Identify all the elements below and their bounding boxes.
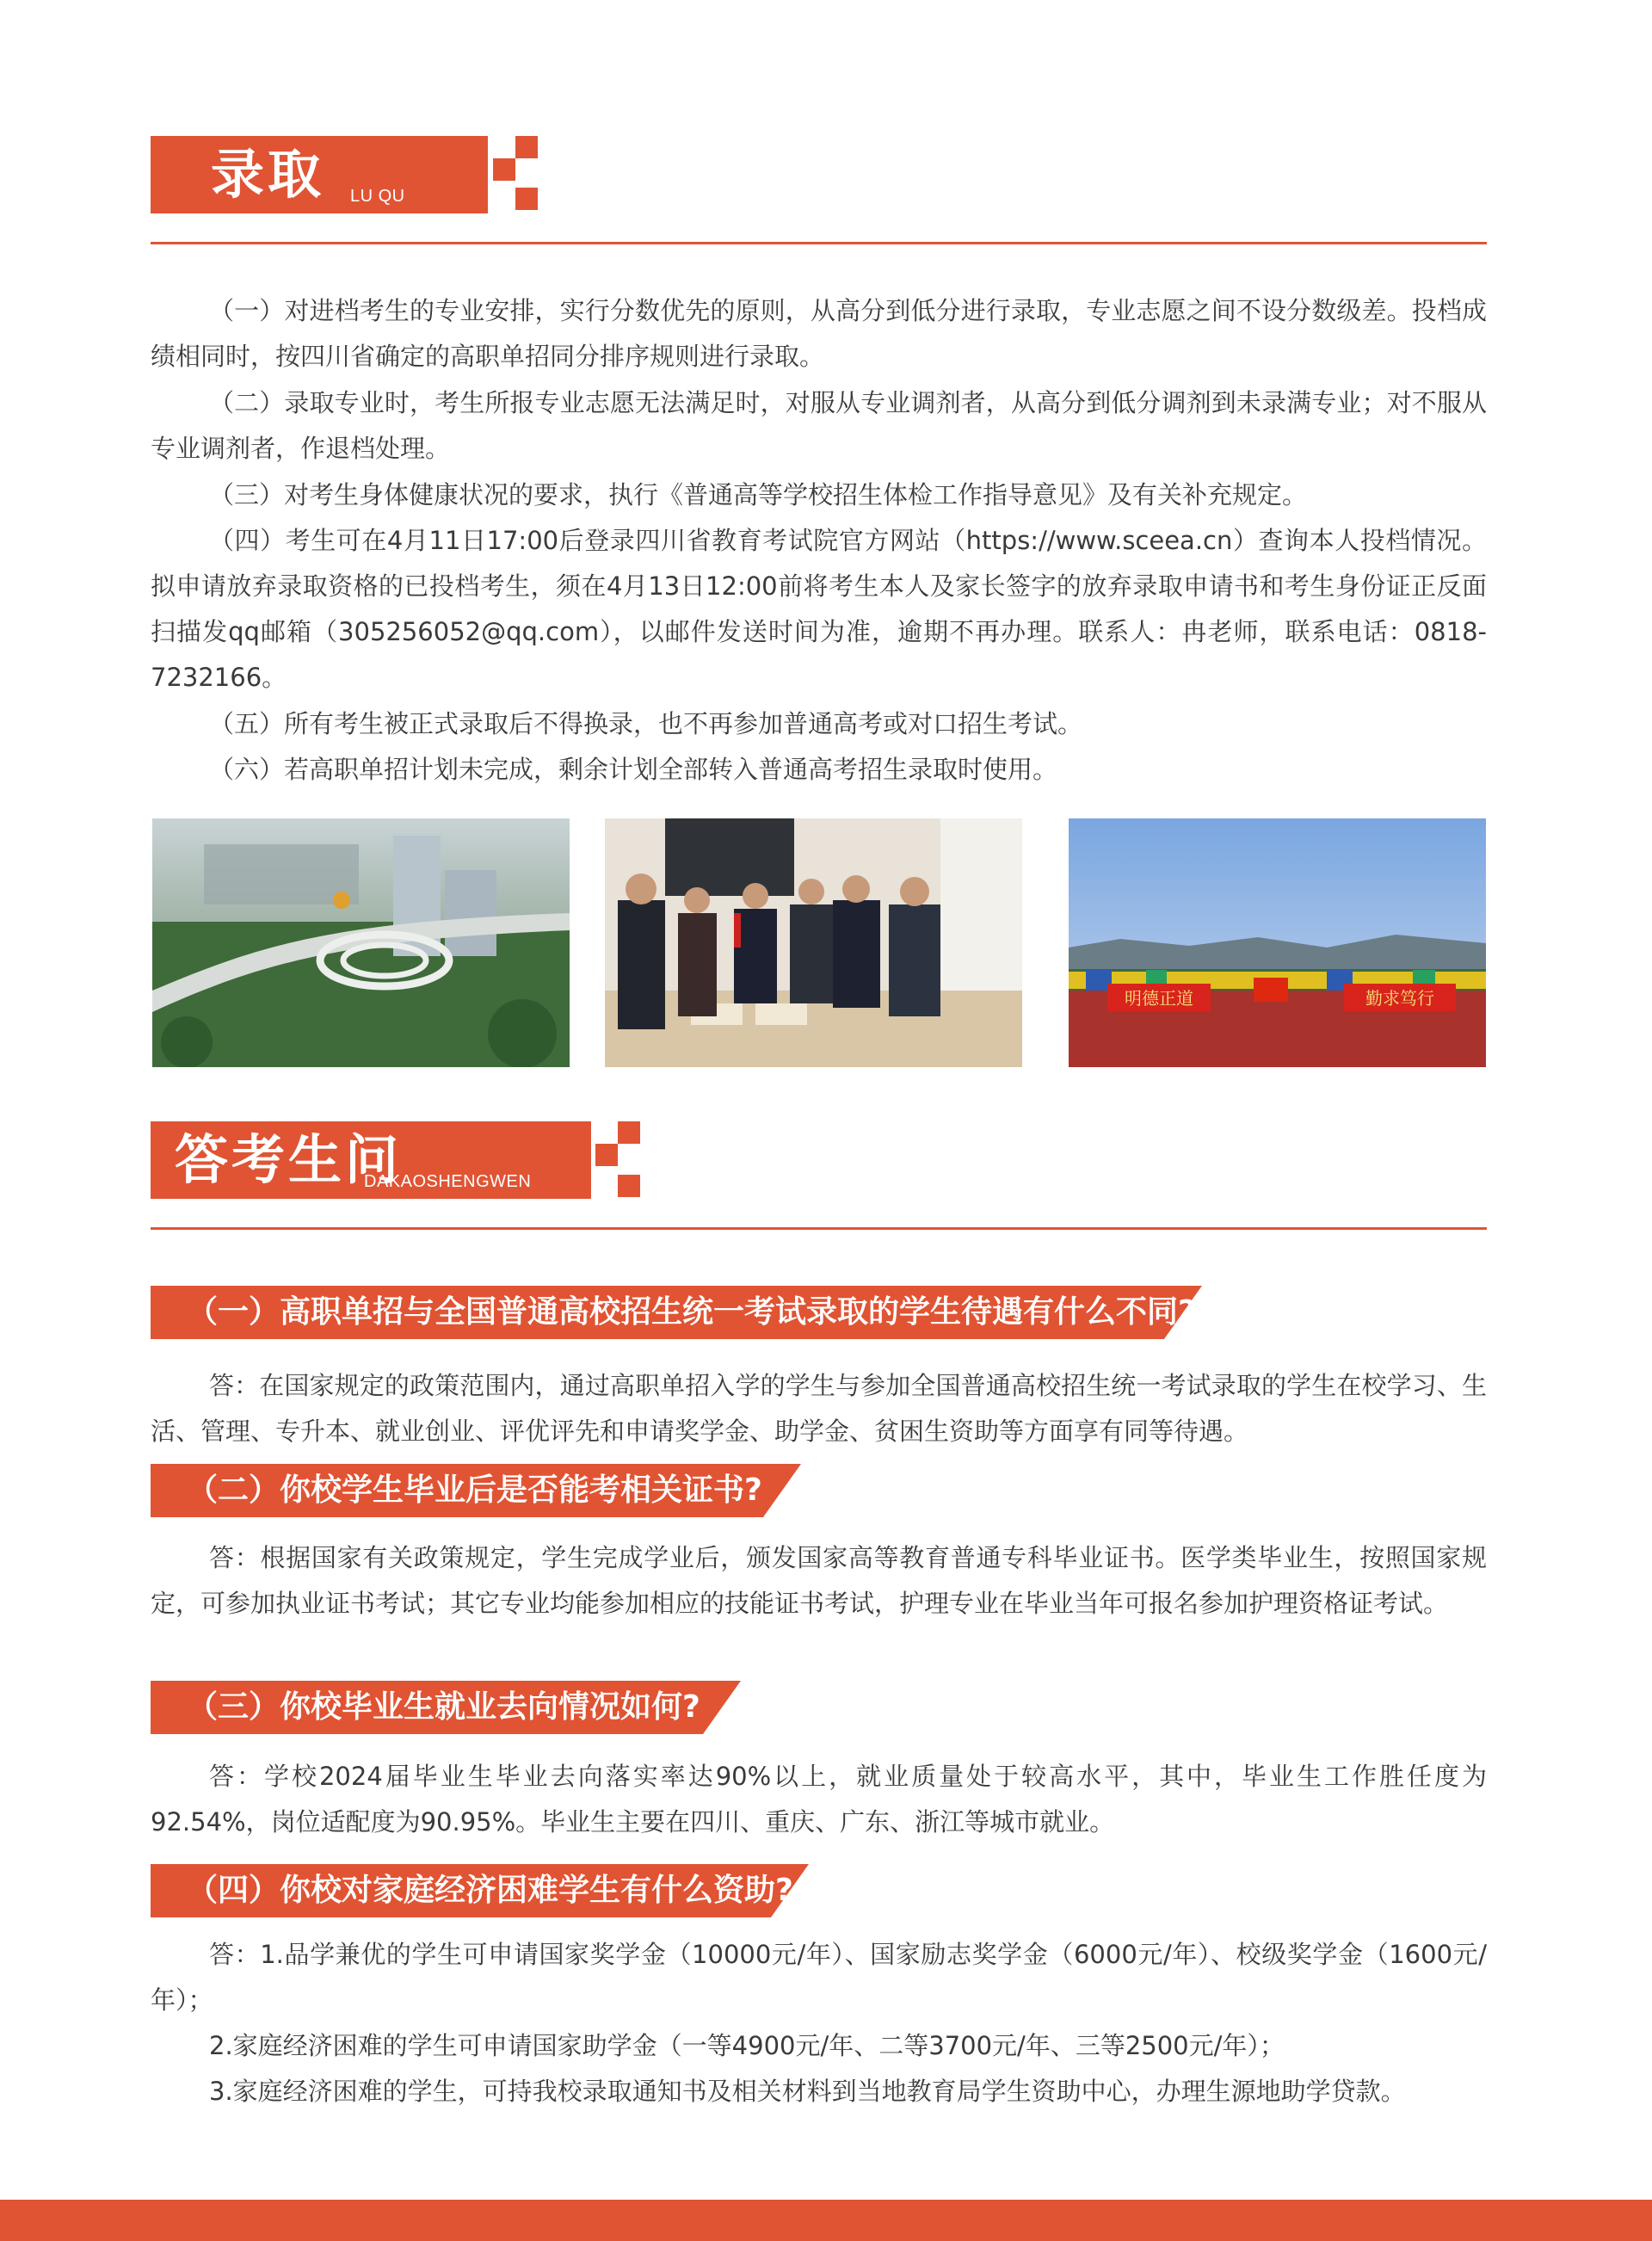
section-subtitle: LU QU: [350, 187, 405, 206]
banner-text-qinqiu: 勤求笃行: [1365, 988, 1434, 1009]
question-text: （一）高职单招与全国普通高校招生统一考试录取的学生待遇有什么不同?: [187, 1294, 1196, 1330]
banner-text-mingde: 明德正道: [1125, 988, 1193, 1009]
answer-paragraph: 答：学校2024届毕业生毕业去向落实率达90%以上，就业质量处于较高水平，其中，毕业生工作胜任度为92.54%，岗位适配度为90.95%。毕业生主要在四川、重庆、广东、浙江等城市就业。: [151, 1762, 1487, 1837]
decor-square: [595, 1144, 618, 1166]
answer-4: [151, 1932, 1487, 2114]
answer-paragraph: 2.家庭经济困难的学生可申请国家助学金（一等4900元/年、二等3700元/年、三等2500元/年）；: [209, 2031, 1285, 2060]
question-text: （四）你校对家庭经济困难学生有什么资助?: [187, 1873, 793, 1908]
question-text: （三）你校毕业生就业去向情况如何?: [187, 1689, 700, 1725]
admission-rule-3: （三）对考生身体健康状况的要求，执行《普通高等学校招生体检工作指导意见》及有关补充规定。: [209, 480, 1308, 509]
question-header-2: [151, 1464, 801, 1517]
question-header-1: [151, 1286, 1202, 1339]
admission-rule-6: （六）若高职单招计划未完成，剩余计划全部转入普通高考招生录取时使用。: [209, 755, 1058, 784]
sports-ceremony-photo: [1069, 818, 1486, 1067]
section-banner-luqu: [151, 136, 488, 213]
answer-3: [151, 1754, 1487, 1845]
question-header-4: [151, 1864, 809, 1917]
section-divider: [151, 1227, 1487, 1230]
admission-rule-1: （一）对进档考生的专业安排，实行分数优先的原则，从高分到低分进行录取，专业志愿之间不设分数级差。投档成绩相同时，按四川省确定的高职单招同分排序规则进行录取。: [151, 296, 1487, 371]
answer-2: [151, 1535, 1487, 1627]
decor-square: [515, 188, 538, 210]
section-divider: [151, 242, 1487, 244]
question-header-3: [151, 1681, 741, 1734]
section-subtitle: DAKAOSHENGWEN: [364, 1172, 532, 1191]
section-title: 录取: [211, 143, 325, 206]
answer-paragraph: 3.家庭经济困难的学生，可持我校录取通知书及相关材料到当地教育局学生资助中心，办理生源地助学贷款。: [209, 2077, 1406, 2106]
admission-rule-2: （二）录取专业时，考生所报专业志愿无法满足时，对服从专业调剂者，从高分到低分调剂到未录满专业；对不服从专业调剂者，作退档处理。: [151, 388, 1487, 463]
section-banner-dakaoshengwen: [151, 1121, 591, 1199]
admission-rule-4: （四）考生可在4月11日17:00后登录四川省教育考试院官方网站（https://www.sceea.cn）查询本人投档情况。拟申请放弃录取资格的已投档考生，须在4月13日12:00前将考生本人及家长签字的放弃录取申请书和考生身份证正反面扫描发qq邮箱（305256052@qq.com），以邮件发送时间为准，逾期不再办理。联系人：冉老师，联系电话：0818-7232166。: [151, 526, 1487, 692]
answer-paragraph: 答：在国家规定的政策范围内，通过高职单招入学的学生与参加全国普通高校招生统一考试录取的学生在校学习、生活、管理、专升本、就业创业、评优评先和申请奖学金、助学金、贫困生资助等方面享有同等待遇。: [151, 1371, 1487, 1446]
decor-square: [618, 1175, 640, 1197]
admission-rule-5: （五）所有考生被正式录取后不得换录，也不再参加普通高考或对口招生考试。: [209, 709, 1083, 738]
answer-paragraph: 答：1.品学兼优的学生可申请国家奖学金（10000元/年）、国家励志奖学金（6000元/年）、校级奖学金（1600元/年）；: [151, 1940, 1487, 2015]
answer-1: [151, 1363, 1487, 1454]
section-title: 答考生问: [175, 1128, 403, 1191]
decor-square: [493, 158, 515, 181]
question-text: （二）你校学生毕业后是否能考相关证书?: [187, 1472, 762, 1508]
answer-paragraph: 答：根据国家有关政策规定，学生完成学业后，颁发国家高等教育普通专科毕业证书。医学类毕业生，按照国家规定，可参加执业证书考试；其它专业均能参加相应的技能证书考试，护理专业在毕业当年可报名参加护理资格证考试。: [151, 1543, 1487, 1618]
decor-square: [515, 136, 538, 158]
meeting-photo: [605, 818, 1022, 1067]
footer-bar: [0, 2200, 1652, 2241]
decor-square: [618, 1121, 640, 1144]
campus-aerial-photo: [152, 818, 570, 1067]
